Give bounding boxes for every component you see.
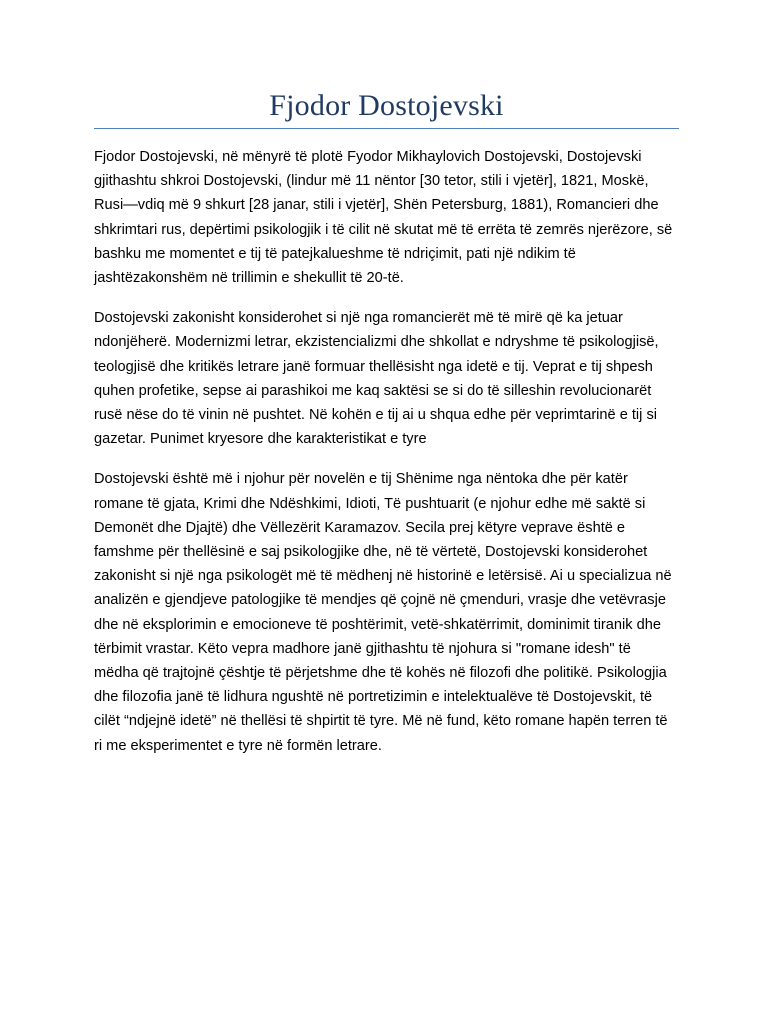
paragraph-2: Dostojevski zakonisht konsiderohet si një nga romancierët më të mirë që ka jetuar ndonjëherë. Modernizmi letrar, ekzistencializmi dhe shkollat e ndryshme të psikologjisë, teologjisë dhe kritikës letrare janë formuar thellësisht nga idetë e tij. Veprat e tij shpesh quhen profetike, sepse ai parashikoi me kaq saktësi se si do të silleshin revolucionarët rusë nëse do të vinin në pushtet. Në kohën e tij ai u shqua edhe për veprimtarinë e tij si gazetar. Punimet kryesore dhe karakteristikat e tyre [94,310,659,448]
paragraph-1: Fjodor Dostojevski, në mënyrë të plotë Fyodor Mikhaylovich Dostojevski, Dostojevski gjithashtu shkroi Dostojevski, (lindur më 11 nëntor [30 tetor, stili i vjetër], 1821, Moskë, Rusi—vdiq më 9 shkurt [28 janar, stili i vjetër], Shën Petersburg, 1881), Romancieri dhe shkrimtari rus, depërtimi psikologjik i të cilit në skutat më të errëta të zemrës njerëzore, së bashku me momentet e tij të patejkalueshme të ndriçimit, pati një ndikim të jashtëzakonshëm në trillimin e shekullit të 20-të. [94,149,673,287]
paragraph-3: Dostojevski është më i njohur për novelën e tij Shënime nga nëntoka dhe për katër romane të gjata, Krimi dhe Ndëshkimi, Idioti, Të pushtuarit (e njohur edhe më saktë si Demonët dhe Djajtë) dhe Vëllezërit Karamazov. Secila prej këtyre veprave është e famshme për thellësinë e saj psikologjike dhe, në të vërtetë, Dostojevski konsiderohet zakonisht si një nga psikologët më të mëdhenj në historinë e letërsisë. Ai u specializua në analizën e gjendjeve patologjike të mendjes që çojnë në çmenduri, vrasje dhe vetëvrasje dhe në eksplorimin e emocioneve të poshtërimit, vetë-shkatërrimit, dominimit tiranik dhe tërbimit vrastar. Këto vepra madhore janë gjithashtu të njohura si "romane idesh" të mëdha që trajtojnë çështje të përjetshme dhe të kohës në filozofi dhe politikë. Psikologjia dhe filozofia janë të lidhura ngushtë në portretizimin e intelektualëve të Dostojevskit, të cilët “ndjejnë idetë” në thellësi të shpirtit të tyre. Më në fund, këto romane hapën terren të ri me eksperimentet e tyre në formën letrare. [94,471,672,754]
document-title: Fjodor Dostojevski [269,89,504,122]
title-underline-divider [94,128,679,129]
document-body [94,145,679,774]
